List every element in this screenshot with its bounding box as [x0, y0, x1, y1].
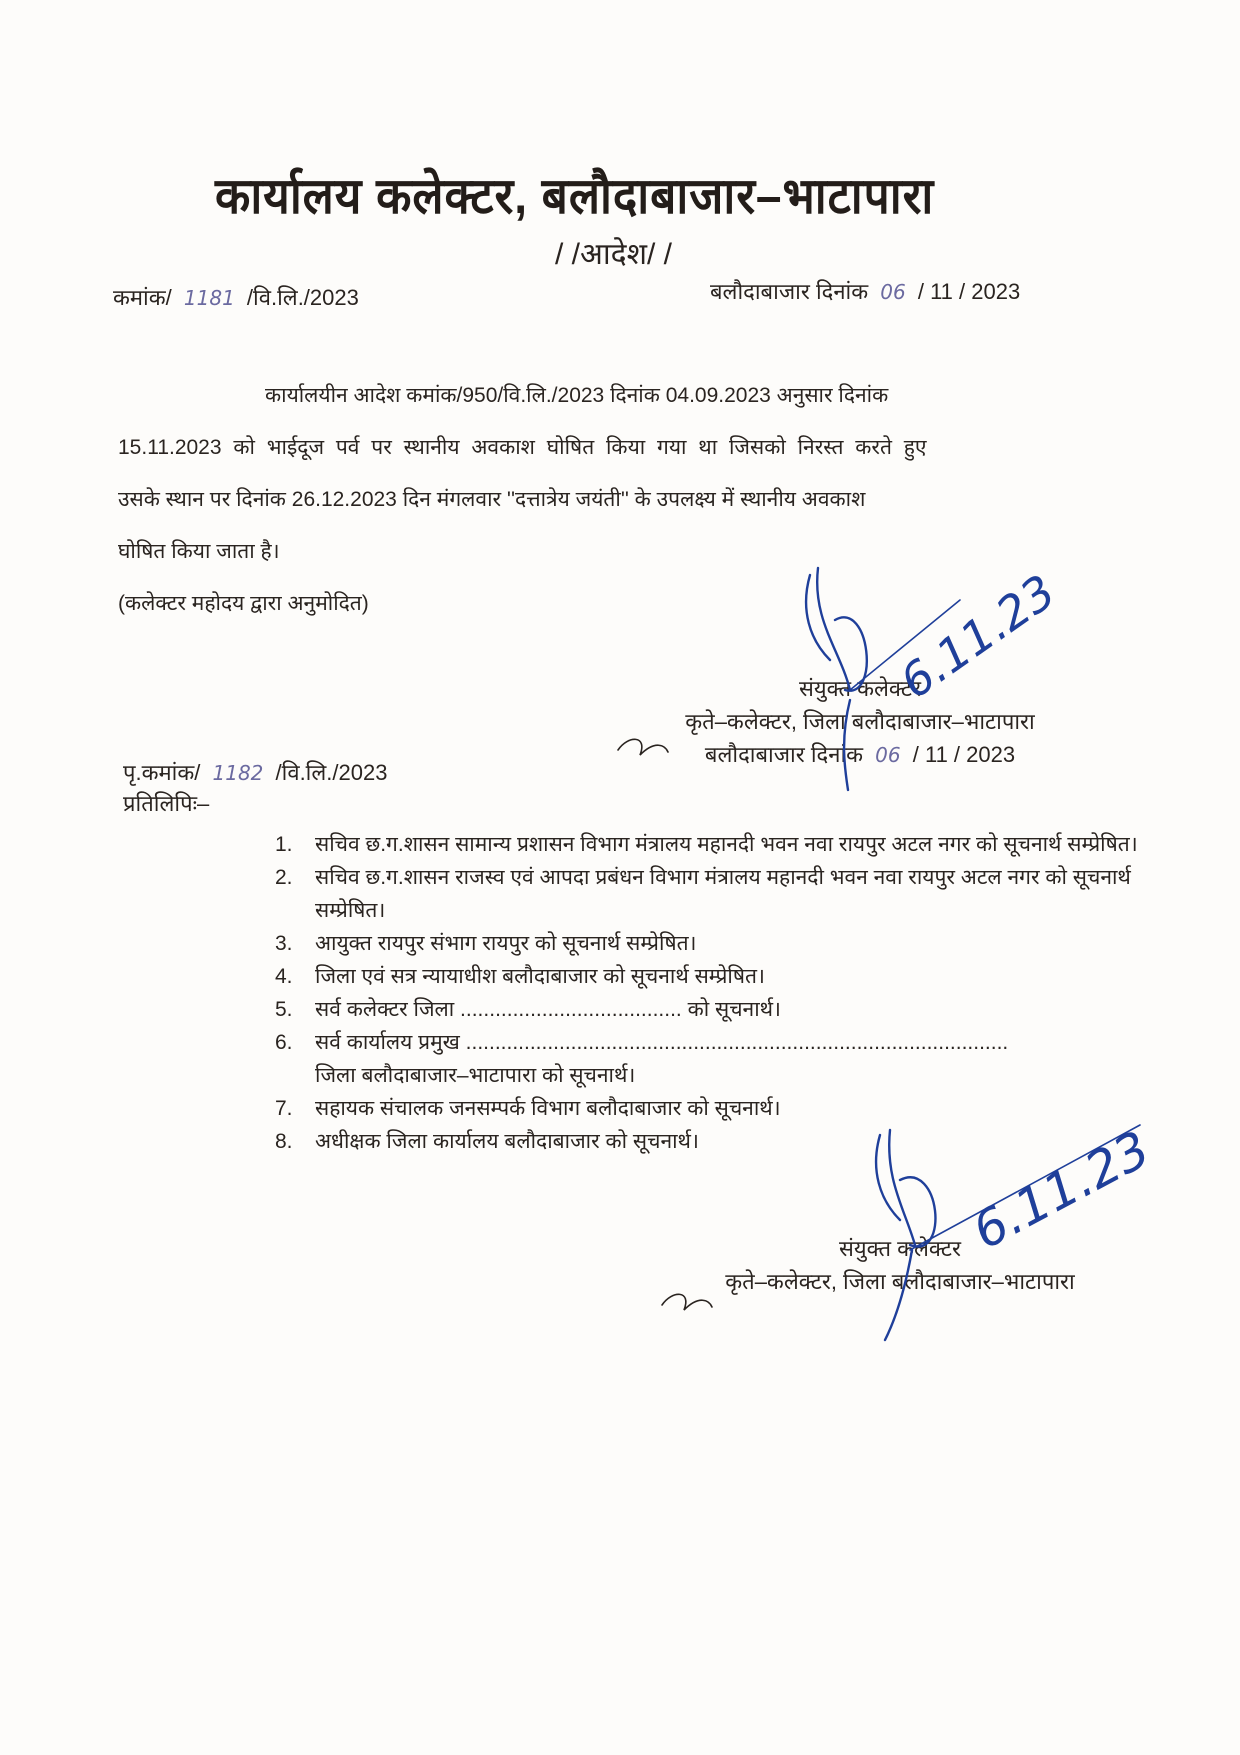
copy-number — [123, 757, 387, 787]
order-number-suffix: /वि.लि./2023 — [246, 285, 359, 310]
signature-1-date-handwritten: 6.11.23 — [890, 564, 1066, 710]
list-item: 5. सर्व कलेक्टर जिला ...................................... को सूचनार्थ। — [275, 998, 782, 1021]
copy-number-label: पृ.कमांक/ — [123, 760, 201, 785]
signatory-designation: संयुक्त कलेक्टर — [839, 1236, 961, 1261]
order-date-day-handwritten: 06 — [880, 280, 906, 304]
list-item: 8. अधीक्षक जिला कार्यालय बलौदाबाजार को सूचनार्थ। — [275, 1130, 699, 1153]
list-item: 7. सहायक संचालक जनसम्पर्क विभाग बलौदाबाजार को सूचनार्थ। — [275, 1097, 781, 1120]
signatory-on-behalf: कृते–कलेक्टर, जिला बलौदाबाजार–भाटापारा — [725, 1269, 1075, 1294]
order-date-label: बलौदाबाजार दिनांक — [710, 279, 869, 304]
signature-block-2 — [660, 1232, 1140, 1298]
list-item: 2. सचिव छ.ग.शासन राजस्व एवं आपदा प्रबंधन विभाग मंत्रालय महानदी भवन नवा रायपुर अटल नगर को सूचनार्थ सम्प्रेषित। — [275, 866, 1131, 922]
list-item: 3. आयुक्त रायपुर संभाग रायपुर को सूचनार्थ सम्प्रेषित। — [275, 932, 697, 955]
order-number-handwritten: 1181 — [183, 286, 235, 310]
copy-number-handwritten: 1182 — [212, 761, 264, 785]
order-heading: / /आदेश/ / — [555, 238, 672, 271]
order-number — [113, 282, 359, 312]
body-line-4: घोषित किया जाता है। — [118, 540, 280, 563]
office-title: कार्यालय कलेक्टर, बलौदाबाजार–भाटापारा — [215, 168, 935, 224]
copy-to-label: प्रतिलिपिः– — [123, 791, 210, 816]
signature-date — [620, 738, 1100, 772]
signature-block-1 — [620, 672, 1100, 772]
signature-2-date-handwritten: 6.11.23 — [963, 1119, 1160, 1261]
order-number-label: कमांक/ — [113, 285, 172, 310]
body-line-1: कार्यालयीन आदेश कमांक/950/वि.लि./2023 दिनांक 04.09.2023 अनुसार दिनांक — [265, 384, 889, 407]
copy-number-suffix: /वि.लि./2023 — [275, 760, 388, 785]
order-date — [710, 276, 1020, 306]
signature-date-label: बलौदाबाजार दिनांक — [704, 742, 864, 767]
body-line-3: उसके स्थान पर दिनांक 26.12.2023 दिन मंगलवार ''दत्तात्रेय जयंती'' के उपलक्ष्य में स्थानीय अवकाश — [118, 488, 866, 511]
signatory-on-behalf: कृते–कलेक्टर, जिला बलौदाबाजार–भाटापारा — [685, 709, 1035, 734]
list-item: 6. सर्व कार्यालय प्रमुख ............................................................................................. जिला बलौदाबाजार–भाटापारा को सूचनार्थ। — [275, 1031, 1009, 1087]
list-item: 1. सचिव छ.ग.शासन सामान्य प्रशासन विभाग मंत्रालय महानदी भवन नवा रायपुर अटल नगर को सूचनार्थ सम्प्रेषित। — [275, 833, 1138, 856]
recipient-list — [275, 828, 1155, 1158]
order-date-month-year: / 11 / 2023 — [917, 279, 1021, 304]
signatory-designation: संयुक्त कलेक्टर — [799, 676, 921, 701]
approval-note: (कलेक्टर महोदय द्वारा अनुमोदित) — [118, 592, 369, 615]
body-line-2: 15.11.2023 को भाईदूज पर्व पर स्थानीय अवकाश घोषित किया गया था जिसको निरस्त करते हुए — [118, 436, 927, 459]
signature-date-month-year: / 11 / 2023 — [912, 742, 1016, 767]
list-item: 4. जिला एवं सत्र न्यायाधीश बलौदाबाजार को सूचनार्थ सम्प्रेषित। — [275, 965, 765, 988]
signature-date-day-handwritten: 06 — [875, 743, 901, 767]
